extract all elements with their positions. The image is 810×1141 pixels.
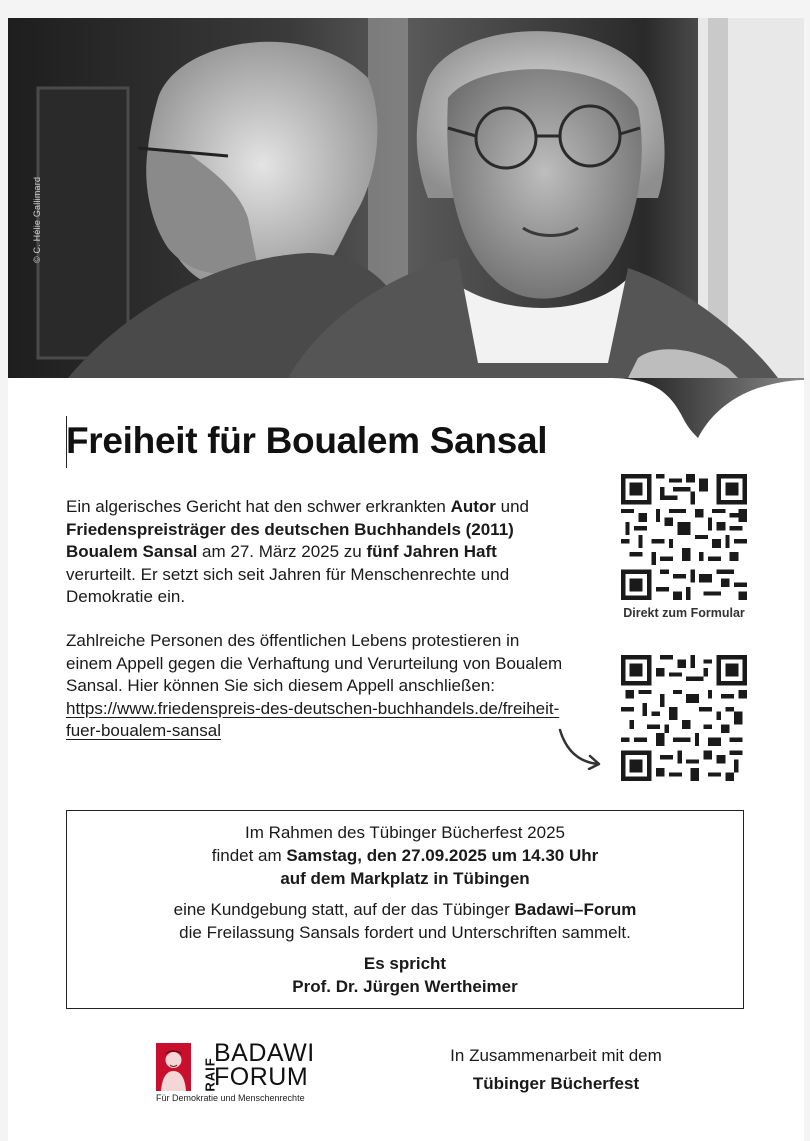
photo-illustration [8, 18, 804, 448]
event-line-2 [67, 844, 743, 867]
qr-code-form[interactable] [621, 474, 747, 600]
event-location-text: auf dem Markplatz in Tübingen [280, 869, 530, 888]
event-info-box [66, 810, 744, 1009]
event-line-5: die Freilassung Sansals fordert und Unterschriften sammelt. [179, 923, 631, 942]
portrait-photo [8, 18, 804, 448]
page-title: Freiheit für Boualem Sansal [66, 420, 548, 461]
intro-text-1: Ein algerisches Gericht hat den schwer erkrankten [66, 497, 451, 516]
logo-word-forum: FORUM [214, 1063, 309, 1091]
intro-text-2: und [495, 497, 529, 516]
qr-caption: Direkt zum Formular [623, 606, 745, 620]
event-speaker-name [67, 975, 743, 998]
logo-subtitle: Für Demokratie und Menschenrechte [156, 1093, 305, 1103]
cooperation-partner: Tübinger Bücherfest [472, 1074, 640, 1093]
intro-text-4: verurteilt. Er setzt sich seit Jahren für Menschenrechte und Demokratie ein. [66, 564, 510, 606]
badawi-forum-logo [156, 1040, 326, 1104]
logo-word-badawi: BADAWI [214, 1039, 315, 1067]
flyer-page [8, 18, 804, 1141]
appeal-link[interactable]: https://www.friedenspreis-des-deutschen-buchhandels.de/freiheit-fuer-boualem-sansal [66, 698, 560, 740]
portrait-logo-icon [156, 1043, 191, 1091]
event-speaker-label-text: Es spricht [363, 954, 447, 973]
appeal-paragraph [66, 630, 566, 743]
event-line-1: Im Rahmen des Tübinger Bücherfest 2025 [244, 823, 566, 842]
intro-text-3: am 27. März 2025 zu [197, 542, 367, 561]
event-speaker-name-text: Prof. Dr. Jürgen Wertheimer [292, 977, 518, 996]
intro-bold-1: Autor [450, 497, 496, 516]
event-organizer: Badawi–Forum [514, 900, 637, 919]
appeal-text: Zahlreiche Personen des öffentlichen Lebens protestieren in einem Appell gegen die Verhaftung und Verurteilung von Boualem Sansal. Hier können Sie sich diesem Appell anschließen: [66, 631, 563, 695]
cooperation-line-1: In Zusammenarbeit mit dem [450, 1046, 662, 1065]
intro-bold-3: fünf Jahren Haft [366, 542, 497, 561]
qr-code-appeal-link[interactable] [621, 655, 747, 781]
photo-credit: © C. Hélie Gallimard [32, 176, 42, 263]
event-date: Samstag, den 27.09.2025 um 14.30 Uhr [286, 846, 599, 865]
event-rally-text: eine Kundgebung statt, auf der das Tübinger [173, 900, 515, 919]
intro-paragraph [66, 496, 566, 609]
intro-bold-2: Friedenspreisträger des deutschen Buchhandels (2011) Boualem Sansal [66, 519, 514, 561]
event-location [67, 867, 743, 890]
logo-raif: RAIF [202, 1057, 218, 1092]
arrow-right-icon [556, 726, 604, 770]
event-date-prefix: findet am [211, 846, 287, 865]
event-speaker-label [67, 952, 743, 975]
event-line-4 [67, 898, 743, 921]
cooperation-note [426, 1042, 686, 1098]
